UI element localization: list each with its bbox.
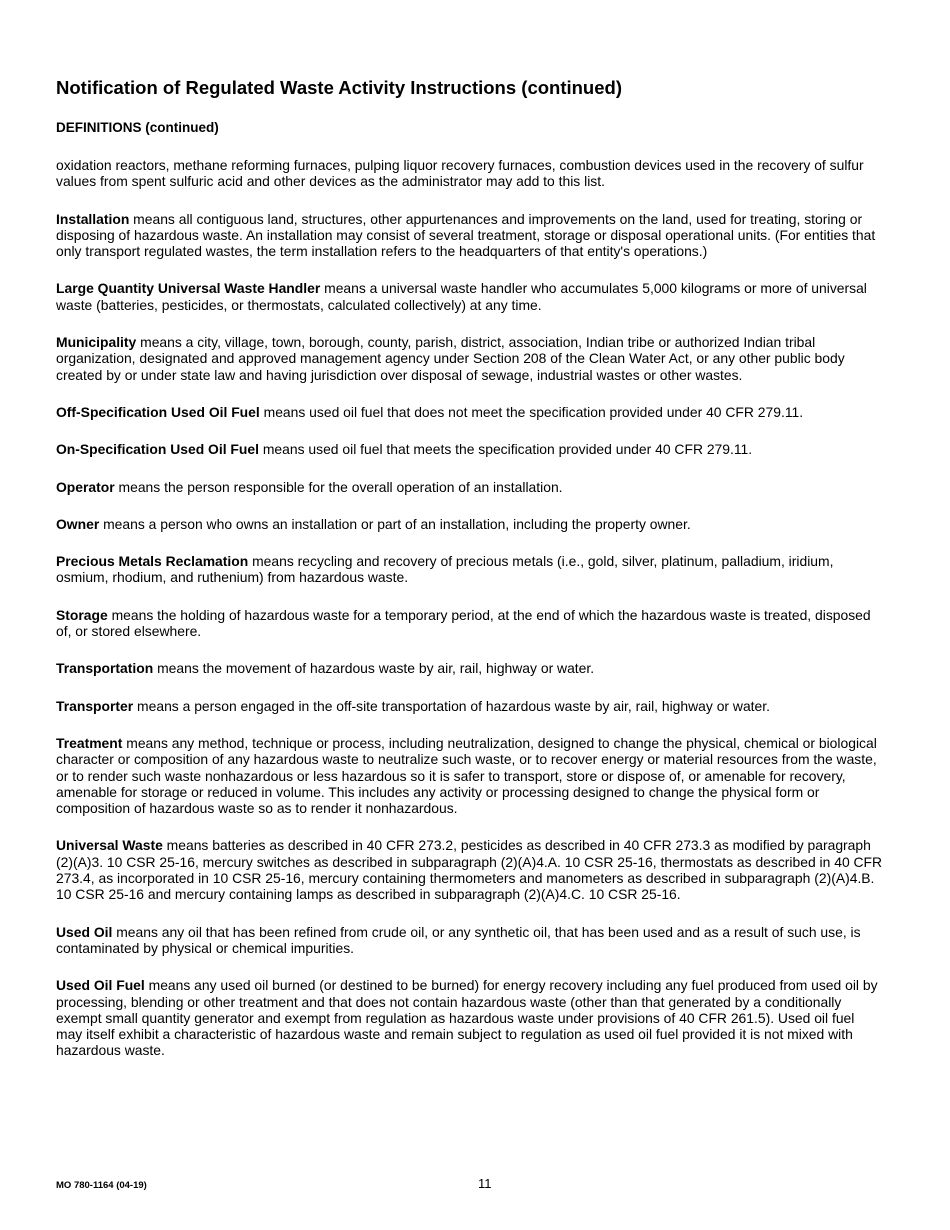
definition-text: means batteries as described in 40 CFR 273.2, pesticides as described in 40 CFR 273.3 as modified by paragraph (2)(A)3. 10 CSR 25-16, mercury switches as described in subparagraph (2)(A)4.A. 10 CSR 25-16, thermostats as described in 40 CFR 273.4, as incorporated in 10 CSR 25-16, mercury containing thermometers and manometers as described in subparagraph (2)(A)4.B. 10 CSR 25-16 and mercury containing lamps as described in subparagraph (2)(A)4.C. 10 CSR 25-16. <box>56 837 883 903</box>
definition-term: Storage <box>56 606 108 623</box>
definition-storage <box>56 607 884 640</box>
definitions-list <box>56 157 884 1080</box>
definition-text: means any used oil burned (or destined to be burned) for energy recovery including any fuel produced from used oil by processing, blending or other treatment and that does not contain hazardous waste (other than that generated by a conditionally exempt small quantity generator and exempt from regulation as hazardous waste under provisions of 40 CFR 261.5). Used oil fuel may itself exhibit a characteristic of hazardous waste and remain subject to regulation as used oil fuel provided it is not mixed with hazardous waste. <box>56 977 878 1059</box>
definition-universal-waste <box>56 837 884 902</box>
definition-term: Used Oil Fuel <box>56 977 145 994</box>
definition-text: means the person responsible for the overall operation of an installation. <box>114 478 563 495</box>
definition-term: Installation <box>56 210 130 227</box>
definition-precious-metals-reclamation <box>56 553 884 586</box>
definition-owner <box>56 516 884 532</box>
definition-transporter <box>56 698 884 714</box>
definition-term: Owner <box>56 515 100 532</box>
definition-term: Large Quantity Universal Waste Handler <box>56 280 321 297</box>
definition-on-specification-used-oil-fuel <box>56 441 884 457</box>
definition-term: Used Oil <box>56 923 113 940</box>
definition-used-oil-fuel <box>56 977 884 1058</box>
definition-large-quantity-universal-waste-handler <box>56 280 884 313</box>
page-number: 11 <box>478 1176 492 1191</box>
definition-term: Precious Metals Reclamation <box>56 553 249 570</box>
definition-text: means used oil fuel that does not meet the specification provided under 40 CFR 279.11. <box>259 403 804 420</box>
definition-off-specification-used-oil-fuel <box>56 404 884 420</box>
definition-term: Operator <box>56 478 115 495</box>
definition-used-oil <box>56 924 884 957</box>
definition-installation <box>56 211 884 260</box>
form-number: MO 780-1164 (04-19) <box>56 1180 147 1191</box>
definition-text: means a universal waste handler who accumulates 5,000 kilograms or more of universal waste (batteries, pesticides, or thermostats, calculated collectively) at any time. <box>56 280 867 313</box>
definition-text: means used oil fuel that meets the specification provided under 40 CFR 279.11. <box>259 441 753 458</box>
definition-term: Universal Waste <box>56 837 163 854</box>
definition-operator <box>56 479 884 495</box>
definition-text: means a city, village, town, borough, county, parish, district, association, Indian tribe or authorized Indian tribal organization, designated and approved management agency under Section 208 of the Clean Water Act, or any other public body created by or under state law and having jurisdiction over disposal of sewage, industrial wastes or other wastes. <box>56 334 845 383</box>
definition-text: means the movement of hazardous waste by air, rail, highway or water. <box>153 660 595 677</box>
definition-term: Municipality <box>56 334 137 351</box>
definition-text: means a person who owns an installation or part of an installation, including the property owner. <box>99 515 691 532</box>
definition-text: means the holding of hazardous waste for a temporary period, at the end of which the hazardous waste is treated, disposed of, or stored elsewhere. <box>56 606 871 640</box>
definition-municipality <box>56 334 884 383</box>
definition-term: On-Specification Used Oil Fuel <box>56 441 259 458</box>
definition-text: means any oil that has been refined from crude oil, or any synthetic oil, that has been used and as a result of such use, is contaminated by physical or chemical impurities. <box>56 923 861 956</box>
definition-term: Transportation <box>56 660 154 677</box>
definition-term: Treatment <box>56 734 123 751</box>
definition-text: means recycling and recovery of precious metals (i.e., gold, silver, platinum, palladium, iridium, osmium, rhodium, and ruthenium) from hazardous waste. <box>56 553 834 586</box>
definition-transportation <box>56 660 884 676</box>
definition-term: Transporter <box>56 697 134 714</box>
section-heading: DEFINITIONS (continued) <box>56 120 219 135</box>
definition-text: means any method, technique or process, including neutralization, designed to change the physical, chemical or biological character or composition of any hazardous waste to neutralize such waste, or to recover energy or material resources from the waste, or to render such waste nonhazardous or less hazardous so it is safer to transport, store or dispose of, or amenable for recovery, amenable for storage or reduced in volume. This includes any activity or processing designed to change the physical form or composition of hazardous waste so as to render it nonhazardous. <box>56 734 877 817</box>
definition-text: means a person engaged in the off-site transportation of hazardous waste by air, rail, highway or water. <box>133 697 770 714</box>
page-title: Notification of Regulated Waste Activity Instructions (continued) <box>56 77 622 98</box>
definition-text: means all contiguous land, structures, other appurtenances and improvements on the land, used for treating, storing or disposing of hazardous waste. An installation may consist of several treatment, storage or disposal operational units. (For entities that only transport regulated wastes, the term installation refers to the headquarters of that entity's operations.) <box>56 210 876 260</box>
definition-term: Off-Specification Used Oil Fuel <box>56 403 260 420</box>
continued-definition-text: oxidation reactors, methane reforming furnaces, pulping liquor recovery furnaces, combustion devices used in the recovery of sulfur values from spent sulfuric acid and other devices as the administrator may add to this list. <box>56 157 864 190</box>
definition-treatment <box>56 735 884 816</box>
